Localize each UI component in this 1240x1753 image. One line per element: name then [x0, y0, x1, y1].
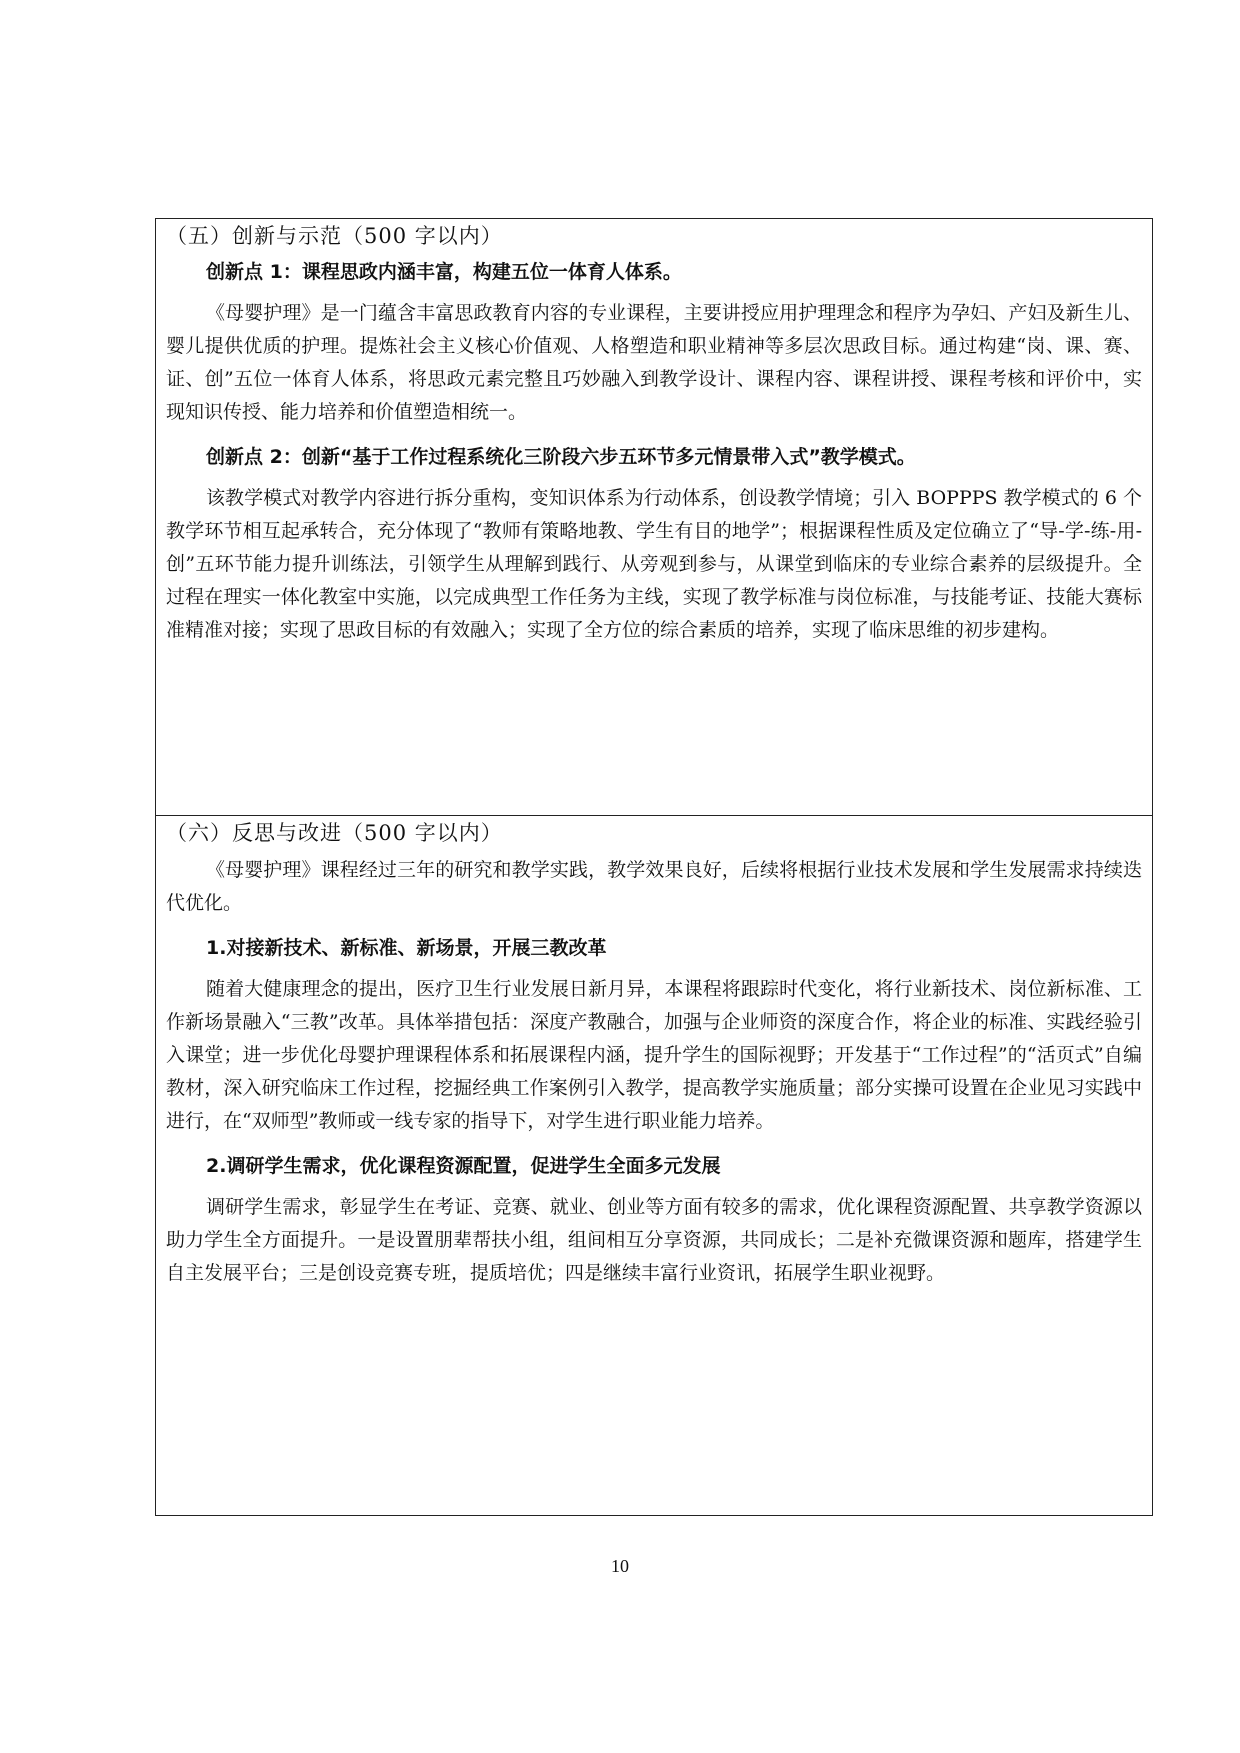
reflection-intro: 《母婴护理》课程经过三年的研究和教学实践，教学效果良好，后续将根据行业技术发展和学生发展需求持续迭代优化。 — [166, 859, 1142, 914]
page-number: 10 — [611, 1556, 629, 1576]
section-reflection — [156, 816, 1152, 1515]
section-body — [166, 854, 1142, 1303]
innovation-1-paragraph: 《母婴护理》是一门蕴含丰富思政教育内容的专业课程，主要讲授应用护理理念和程序为孕妇、产妇及新生儿、婴儿提供优质的护理。提炼社会主义核心价值观、人格塑造和职业精神等多层次思政目标。通过构建“岗、课、赛、证、创”五位一体育人体系，将思政元素完整且巧妙融入到教学设计、课程内容、课程讲授、课程考核和评价中，实现知识传授、能力培养和价值塑造相统一。 — [166, 302, 1142, 423]
point-2-heading: 2.调研学生需求，优化课程资源配置，促进学生全面多元发展 — [206, 1155, 721, 1177]
point-1-paragraph: 随着大健康理念的提出，医疗卫生行业发展日新月异，本课程将跟踪时代变化，将行业新技术、岗位新标准、工作新场景融入“三教”改革。具体举措包括：深度产教融合，加强与企业师资的深度合作，将企业的标准、实践经验引入课堂；进一步优化母婴护理课程体系和拓展课程内涵，提升学生的国际视野；开发基于“工作过程”的“活页式”自编教材，深入研究临床工作过程，挖掘经典工作案例引入教学，提高教学实施质量；部分实操可设置在企业见习实践中进行，在“双师型”教师或一线专家的指导下，对学生进行职业能力培养。 — [166, 978, 1142, 1132]
form-table — [155, 218, 1153, 1516]
innovation-2-paragraph: 该教学模式对教学内容进行拆分重构，变知识体系为行动体系，创设教学情境；引入 BOPPPS 教学模式的 6 个教学环节相互起承转合，充分体现了“教师有策略地教、学生有目的地学”；根据课程性质及定位确立了“导-学-练-用-创”五环节能力提升训练法，引领学生从理解到践行、从旁观到参与，从课堂到临床的专业综合素养的层级提升。全过程在理实一体化教室中实施，以完成典型工作任务为主线，实现了教学标准与岗位标准，与技能考证、技能大赛标准精准对接；实现了思政目标的有效融入；实现了全方位的综合素质的培养，实现了临床思维的初步建构。 — [166, 487, 1142, 641]
point-2-paragraph: 调研学生需求，彰显学生在考证、竞赛、就业、创业等方面有较多的需求，优化课程资源配置、共享教学资源以助力学生全方面提升。一是设置朋辈帮扶小组，组间相互分享资源，共同成长；二是补充微课资源和题库，搭建学生自主发展平台；三是创设竞赛专班，提质培优；四是继续丰富行业资讯，拓展学生职业视野。 — [166, 1196, 1142, 1284]
section-title: （五）创新与示范（500 字以内） — [166, 224, 503, 248]
point-1-heading: 1.对接新技术、新标准、新场景，开展三教改革 — [206, 937, 607, 959]
innovation-1-heading: 创新点 1：课程思政内涵丰富，构建五位一体育人体系。 — [206, 261, 682, 283]
innovation-2-heading: 创新点 2：创新“基于工作过程系统化三阶段六步五环节多元情景带入式”教学模式。 — [206, 446, 916, 468]
section-body — [166, 257, 1142, 660]
section-title: （六）反思与改进（500 字以内） — [166, 821, 503, 845]
section-innovation — [156, 219, 1152, 816]
